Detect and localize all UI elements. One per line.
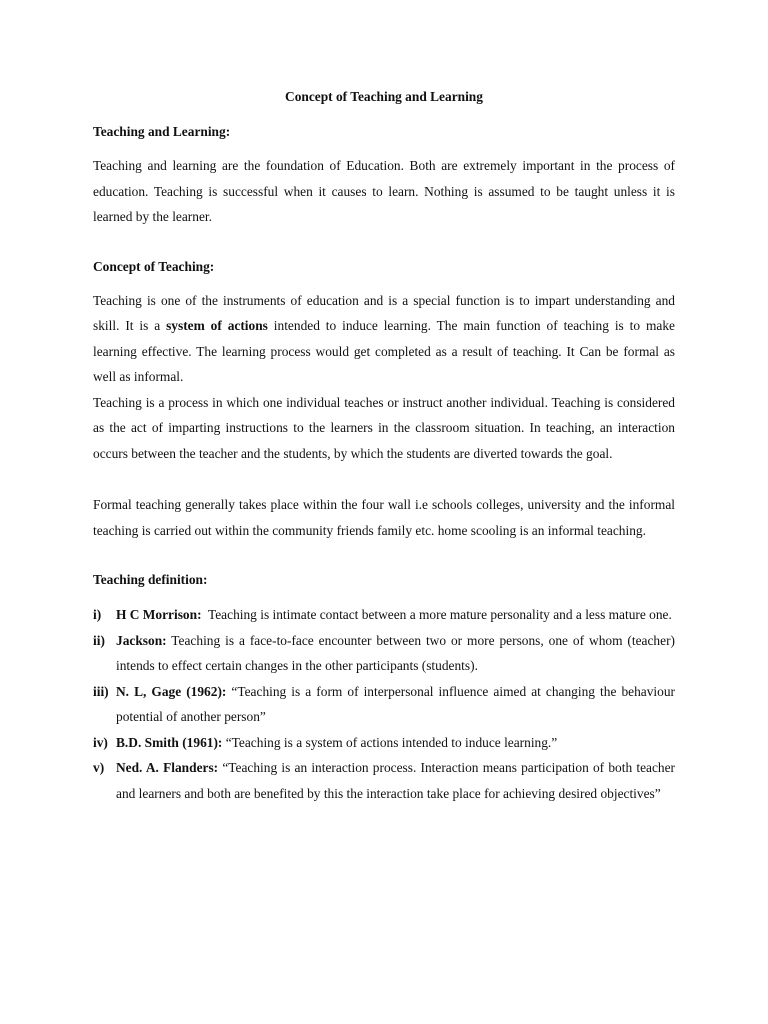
- definition-item: [93, 628, 675, 679]
- section-heading-teaching-and-learning: Teaching and Learning:: [93, 124, 231, 139]
- document-title: Concept of Teaching and Learning: [285, 89, 483, 104]
- definition-text: “Teaching is a system of actions intended to induce learning.”: [222, 734, 558, 750]
- definition-author: B.D. Smith (1961):: [116, 734, 223, 750]
- paragraph-concept-1-start: Teaching is one of the instruments of education and is a special function is to impart understanding and skill. It is a: [93, 292, 675, 333]
- definition-number: v): [93, 760, 105, 775]
- definition-number: iii): [93, 683, 109, 699]
- definition-number: ii): [93, 632, 105, 648]
- paragraph-concept-2: Teaching is a process in which one individual teaches or instruct another individual. Teaching is considered as the act of imparting instructions to the learners in the classroom situation. In teaching, an interaction occurs between the teacher and the students, by which the students are diverted towards the goal.: [93, 394, 675, 461]
- definition-author: Jackson:: [116, 632, 167, 648]
- section-heading-teaching-definition: Teaching definition:: [93, 572, 208, 587]
- definition-item: [93, 679, 675, 730]
- definition-author: Ned. A. Flanders:: [116, 760, 219, 775]
- definition-item: [93, 730, 675, 756]
- definition-author: N. L, Gage (1962):: [116, 683, 227, 699]
- definition-number: i): [93, 607, 102, 622]
- paragraph-teaching-and-learning: Teaching and learning are the foundation of Education. Both are extremely important in the process of education. Teaching is successful when it causes to learn. Nothing is assumed to be taught unless it is learned by the learner.: [93, 158, 675, 224]
- definition-item: [93, 755, 675, 806]
- definition-text: “Teaching is an interaction process. Interaction means participation of both teacher and learners and both are benefited by this the interaction take place for achieving desired objectives”: [116, 760, 675, 801]
- paragraph-concept-1: [93, 288, 675, 390]
- definition-number: iv): [93, 734, 108, 750]
- definition-list: [93, 602, 675, 806]
- document-page: [93, 86, 675, 806]
- paragraph-concept-1-end: intended to induce learning. The main function of teaching is to make learning effective. The learning process would get completed as a result of teaching. It Can be formal as well as informal.: [93, 318, 675, 384]
- definition-author: H C Morrison:: [116, 607, 202, 622]
- bold-system-of-actions: system of actions: [166, 318, 268, 333]
- paragraph-formal-teaching: Formal teaching generally takes place within the four wall i.e schools colleges, university and the informal teaching is carried out within the community friends family etc. home scooling is an informal teaching.: [93, 497, 675, 538]
- section-heading-concept-of-teaching: Concept of Teaching:: [93, 258, 215, 274]
- definition-text: “Teaching is a form of interpersonal influence aimed at changing the behaviour potential of another person”: [116, 683, 676, 724]
- definition-item: [93, 602, 675, 628]
- definition-text: Teaching is intimate contact between a more mature personality and a less mature one.: [201, 607, 672, 622]
- definition-text: Teaching is a face-to-face encounter between two or more persons, one of whom (teacher) intends to effect certain changes in the other participants (students).: [116, 632, 675, 673]
